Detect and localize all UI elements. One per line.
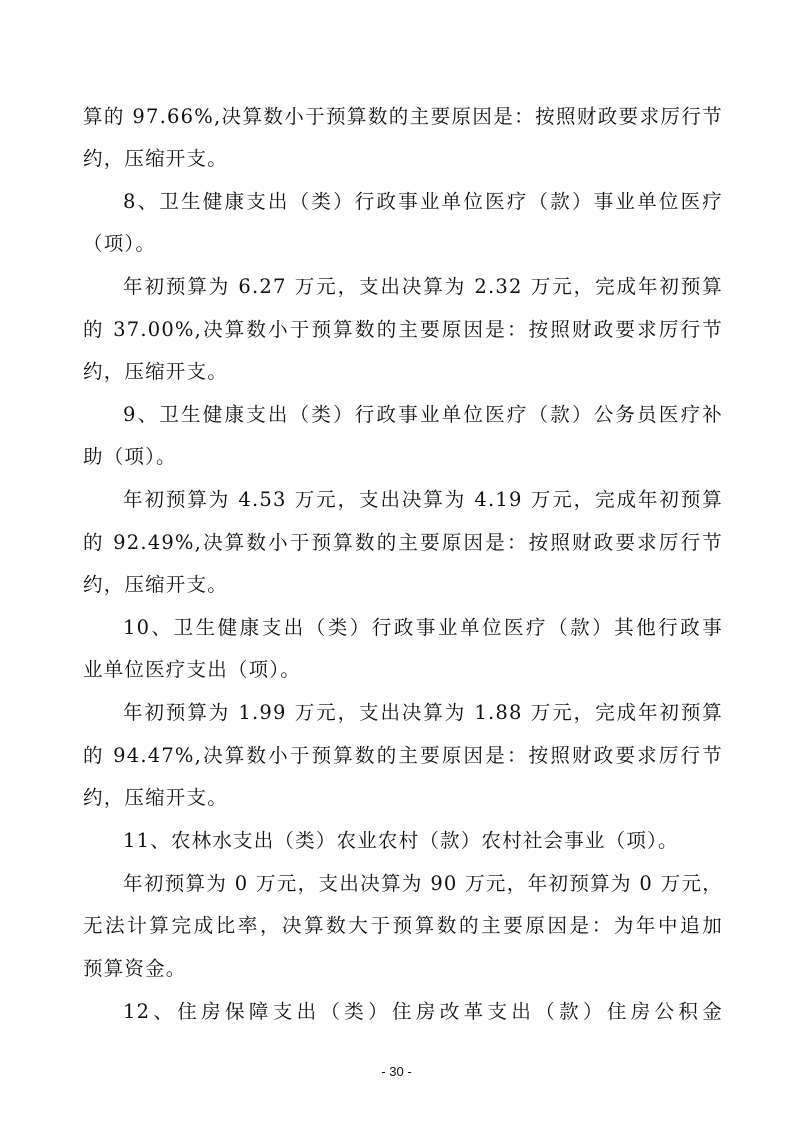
section-heading-10: 10、卫生健康支出（类）行政事业单位医疗（款）其他行政事	[123, 616, 723, 639]
text-line: （项）。	[83, 232, 157, 255]
section-heading-11: 11、农林水支出（类）农业农村（款）农村社会事业（项）。	[123, 829, 679, 852]
text-line: 算的 97.66%,决算数小于预算数的主要原因是：按照财政要求厉行节	[83, 105, 723, 128]
text-line: 业单位医疗支出（项）。	[83, 658, 301, 681]
text-line: 约，压缩开支。	[83, 573, 228, 596]
text-line: 的 92.49%,决算数小于预算数的主要原因是：按照财政要求厉行节	[83, 531, 723, 554]
text-line: 年初预算为 4.53 万元，支出决算为 4.19 万元，完成年初预算	[123, 488, 723, 511]
text-line: 年初预算为 0 万元，支出决算为 90 万元，年初预算为 0 万元，	[123, 872, 723, 895]
page-number: - 30 -	[381, 1064, 412, 1079]
text-line: 无法计算完成比率，决算数大于预算数的主要原因是：为年中追加	[83, 914, 723, 937]
text-line: 助（项）。	[83, 445, 177, 468]
text-line: 约，压缩开支。	[83, 786, 228, 809]
section-heading-9: 9、卫生健康支出（类）行政事业单位医疗（款）公务员医疗补	[123, 403, 723, 426]
text-line: 年初预算为 1.99 万元，支出决算为 1.88 万元，完成年初预算	[123, 701, 723, 724]
text-line: 年初预算为 6.27 万元，支出决算为 2.32 万元，完成年初预算	[123, 275, 723, 298]
text-line: 约，压缩开支。	[83, 360, 228, 383]
text-line: 的 37.00%,决算数小于预算数的主要原因是：按照财政要求厉行节	[83, 318, 723, 341]
text-line: 预算资金。	[83, 957, 187, 980]
section-heading-12: 12、住房保障支出（类）住房改革支出（款）住房公积金	[123, 1000, 723, 1023]
text-line: 约，压缩开支。	[83, 147, 228, 170]
section-heading-8: 8、卫生健康支出（类）行政事业单位医疗（款）事业单位医疗	[123, 190, 723, 213]
text-line: 的 94.47%,决算数小于预算数的主要原因是：按照财政要求厉行节	[83, 744, 723, 767]
